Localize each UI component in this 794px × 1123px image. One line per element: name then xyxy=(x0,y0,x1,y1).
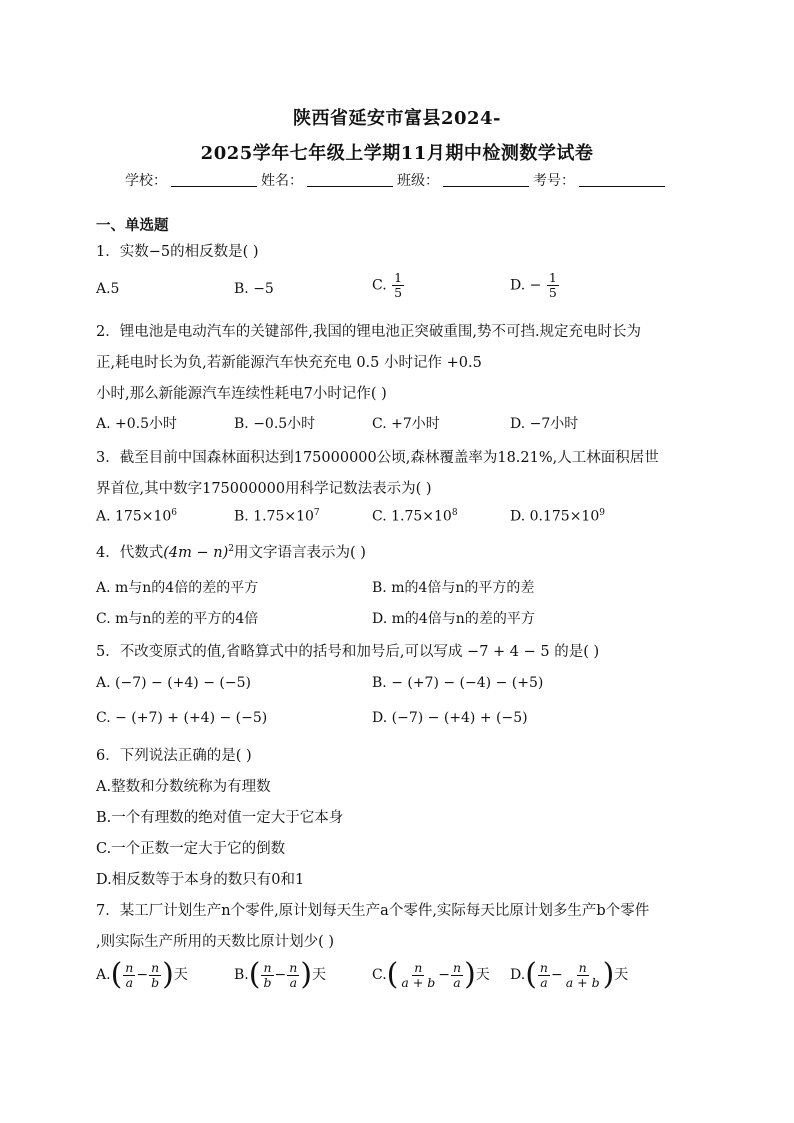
class-blank[interactable] xyxy=(443,170,529,187)
fraction xyxy=(538,961,550,990)
exponent: 8 xyxy=(451,508,458,518)
left-paren: ( xyxy=(525,957,537,992)
q1-option-b: B. −5 xyxy=(234,281,274,297)
name-blank[interactable] xyxy=(307,170,393,187)
left-paren: ( xyxy=(248,957,261,992)
q2-option-d: D. −7小时 xyxy=(510,416,579,432)
q7-option-c xyxy=(372,957,490,992)
right-paren: ) xyxy=(162,957,174,992)
unit-label: 天 xyxy=(614,967,629,983)
q4-option-c: C. m与n的差的平方的4倍 xyxy=(96,611,259,627)
section-heading: 一、单选题 xyxy=(96,217,169,234)
fraction-numerator: n xyxy=(125,959,134,975)
q4-option-b: B. m的4倍与n的平方的差 xyxy=(372,580,535,596)
fraction-numerator: n xyxy=(263,959,272,975)
fraction-numerator: 1 xyxy=(548,270,557,285)
q3-option-b xyxy=(234,508,320,525)
q7-option-a-label: A. xyxy=(96,967,111,983)
fraction-denominator: b xyxy=(263,974,272,990)
q2-stem-line3: 小时,那么新能源汽车连续性耗电7小时记作( ) xyxy=(96,386,387,402)
q1-option-a: A.5 xyxy=(96,281,120,297)
exam-no-blank[interactable] xyxy=(579,170,665,187)
exponent: 2 xyxy=(228,544,234,555)
fraction-numerator: n xyxy=(289,959,298,975)
q2-stem-line1: 2．锂电池是电动汽车的关键部件,我国的锂电池正突破重围,势不可挡.规定充电时长为 xyxy=(96,324,642,340)
q4-expression: (4m − n) xyxy=(163,545,229,561)
unit-label: 天 xyxy=(173,967,188,983)
name-label: 姓名： xyxy=(261,173,303,189)
q1-option-d xyxy=(510,271,560,300)
fraction xyxy=(261,961,273,990)
fraction-numerator: n xyxy=(151,959,160,975)
q6-option-d: D.相反数等于本身的数只有0和1 xyxy=(96,872,305,888)
q5-option-c: C. − (+7) + (+4) − (−5) xyxy=(96,710,268,726)
school-label: 学校： xyxy=(125,173,167,189)
q7-option-b-label: B. xyxy=(234,967,249,983)
q6-stem: 6．下列说法正确的是( ) xyxy=(96,748,252,764)
fraction-denominator: a xyxy=(453,974,461,990)
school-blank[interactable] xyxy=(171,170,257,187)
unit-label: 天 xyxy=(312,967,327,983)
q4-stem-suffix: 用文字语言表示为( ) xyxy=(233,545,366,561)
q3-stem-line1: 3．截至目前中国森林面积达到175000000公顷,森林覆盖率为18.21%,人工林面积居世 xyxy=(96,450,659,466)
fraction xyxy=(564,961,602,990)
fraction-numerator: n xyxy=(414,959,423,975)
minus-sign: − xyxy=(274,967,287,983)
q2-option-a: A. +0.5小时 xyxy=(96,416,178,432)
q1-stem: 1．实数−5的相反数是( ) xyxy=(96,244,259,260)
q1-option-c-fraction xyxy=(392,271,404,300)
exponent: 7 xyxy=(313,508,320,518)
q4-option-a: A. m与n的4倍的差的平方 xyxy=(96,580,259,596)
q1-option-d-fraction xyxy=(547,271,559,300)
q1-option-c-label: C. xyxy=(372,277,387,294)
q5-option-d: D. (−7) − (+4) + (−5) xyxy=(372,710,528,726)
exam-no-label: 考号： xyxy=(533,173,575,189)
q5-option-a: A. (−7) − (+4) − (−5) xyxy=(96,675,251,691)
fraction-denominator: 5 xyxy=(548,285,557,300)
q6-option-a: A.整数和分数统称为有理数 xyxy=(96,779,271,795)
q3-option-a-base: A. 175×10 xyxy=(96,508,172,525)
fraction-denominator: a xyxy=(125,974,134,990)
exponent: 9 xyxy=(599,508,605,518)
q3-option-d xyxy=(510,508,605,525)
q5-option-b: B. − (+7) − (−4) − (+5) xyxy=(372,675,544,691)
q4-option-d: D. m的4倍与n的差的平方 xyxy=(372,611,535,627)
q2-option-c: C. +7小时 xyxy=(372,416,440,432)
right-paren: ) xyxy=(602,957,615,992)
q7-option-c-label: C. xyxy=(372,967,387,983)
fraction xyxy=(287,961,299,990)
right-paren: ) xyxy=(300,957,313,992)
q6-option-c: C.一个正数一定大于它的倒数 xyxy=(96,841,286,857)
q7-option-a xyxy=(96,957,188,992)
minus-sign: − xyxy=(136,967,149,983)
fraction xyxy=(149,961,161,990)
q7-option-b xyxy=(234,957,327,992)
fraction-numerator: 1 xyxy=(394,270,403,285)
fraction-numerator: n xyxy=(539,959,548,975)
q3-option-b-base: B. 1.75×10 xyxy=(234,508,314,525)
fraction-denominator: 5 xyxy=(394,285,403,300)
exam-title-line2: 2025学年七年级上学期11月期中检测数学试卷 xyxy=(200,143,594,164)
q4-stem xyxy=(96,541,366,562)
q7-option-d xyxy=(510,957,629,992)
q1-option-c xyxy=(372,271,405,300)
fraction xyxy=(399,961,437,990)
unit-label: 天 xyxy=(475,967,490,983)
fraction-denominator: a + b xyxy=(401,974,436,990)
exam-title-line1: 陕西省延安市富县2024- xyxy=(292,108,502,129)
fraction xyxy=(451,961,463,990)
q1-option-d-label: D. − xyxy=(510,277,542,294)
fraction-denominator: b xyxy=(151,974,160,990)
minus-sign: − xyxy=(550,967,563,983)
fraction-denominator: a xyxy=(289,974,298,990)
student-info-row xyxy=(125,170,669,190)
fraction-denominator: a xyxy=(540,974,548,990)
left-paren: ( xyxy=(110,957,123,992)
right-paren: ) xyxy=(464,957,476,992)
class-label: 班级： xyxy=(397,173,439,189)
q4-stem-prefix: 4．代数式 xyxy=(96,545,164,561)
q3-option-d-base: D. 0.175×10 xyxy=(510,508,600,525)
minus-sign: − xyxy=(438,967,450,983)
q7-option-d-label: D. xyxy=(510,967,526,983)
q3-stem-line2: 界首位,其中数字175000000用科学记数法表示为( ) xyxy=(96,481,432,497)
q2-option-b: B. −0.5小时 xyxy=(234,416,316,432)
left-paren: ( xyxy=(386,957,399,992)
fraction-denominator: a + b xyxy=(565,974,600,990)
q3-option-c-base: C. 1.75×10 xyxy=(372,508,452,525)
q6-option-b: B.一个有理数的绝对值一定大于它本身 xyxy=(96,810,344,826)
q7-stem-line1: 7．某工厂计划生产n个零件,原计划每天生产a个零件,实际每天比原计划多生产b个零件 xyxy=(96,903,650,919)
fraction xyxy=(123,961,135,990)
exponent: 6 xyxy=(171,508,178,518)
fraction-numerator: n xyxy=(578,959,587,975)
fraction-numerator: n xyxy=(453,959,462,975)
q2-stem-line2: 正,耗电时长为负,若新能源汽车快充充电 0.5 小时记作 +0.5 xyxy=(96,355,482,371)
q3-option-a xyxy=(96,508,177,525)
q5-stem: 5．不改变原式的值,省略算式中的括号和加号后,可以写成 −7 + 4 − 5 的是( ) xyxy=(96,644,600,660)
q3-option-c xyxy=(372,508,458,525)
q7-stem-line2: ,则实际生产所用的天数比原计划少( ) xyxy=(96,934,335,950)
